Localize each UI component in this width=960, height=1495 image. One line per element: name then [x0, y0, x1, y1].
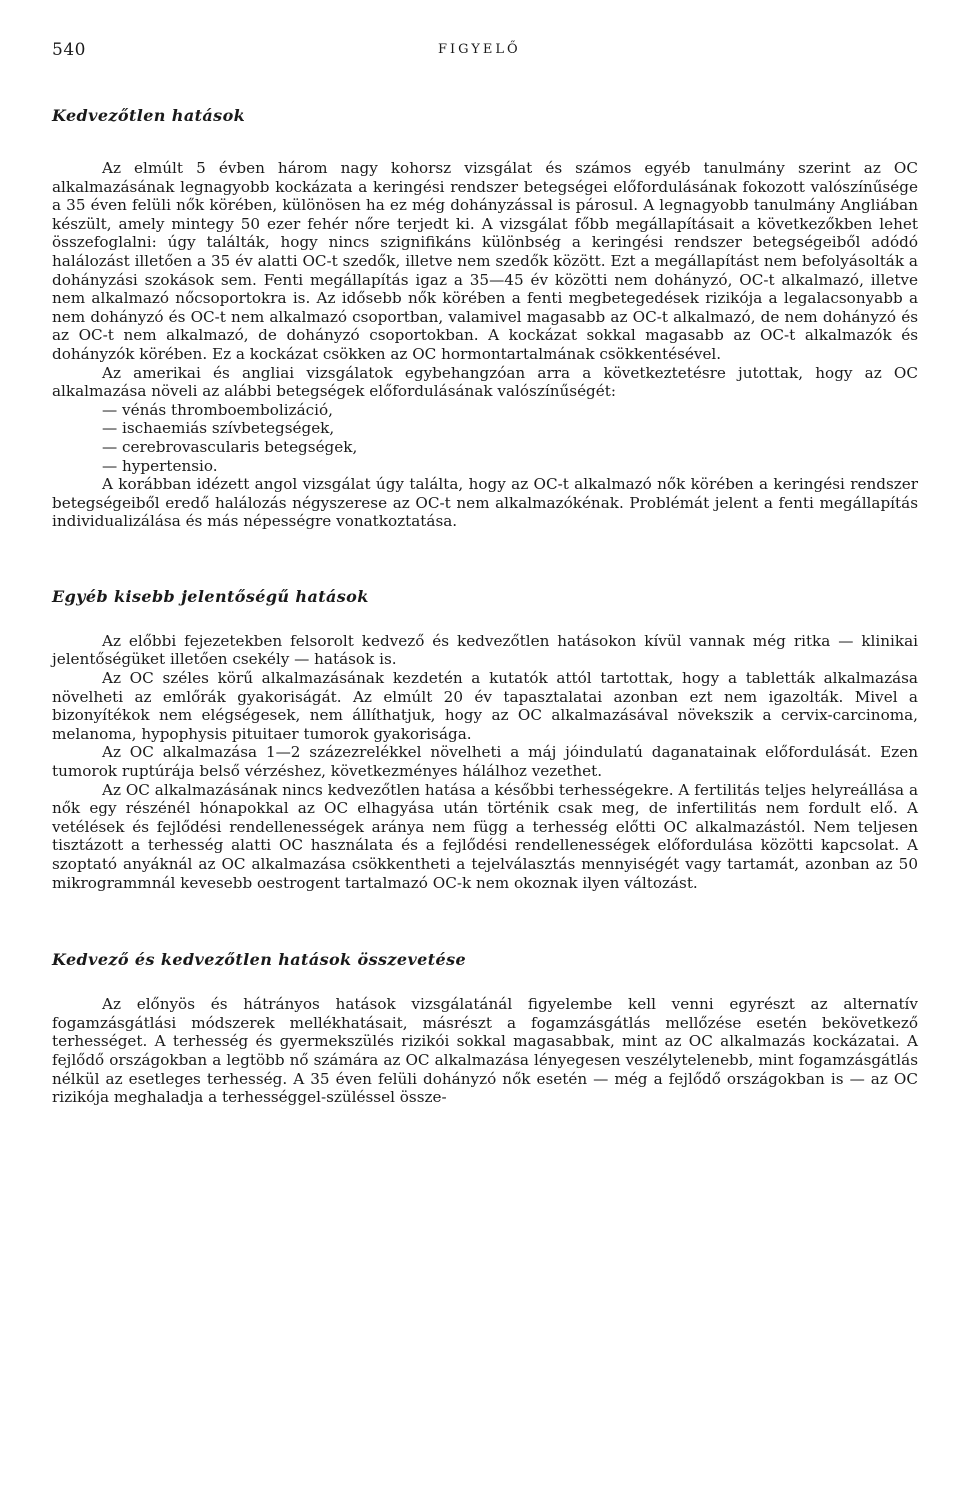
list-item: — ischaemiás szívbetegségek, — [102, 419, 335, 438]
section-title-osszevetes: Kedvező és kedvezőtlen hatások összevetése — [52, 950, 467, 970]
list-item: — vénás thromboembolizáció, — [102, 400, 333, 419]
paragraph: Az OC alkalmazása 1—2 százezrelékkel növelheti a máj jóindulatú daganatainak előfordulását. Ezen tumorok ruptúrája belső vérzéshez, következményes hálálhoz vezethet. — [52, 743, 918, 781]
paragraph: Az elmúlt 5 évben három nagy kohorsz vizsgálat és számos egyéb tanulmány szerint az OC alkalmazásának legnagyobb kockázata a keringési rendszer betegségei előfordulásának fokozott valószínűsége a 35 éven felüli nők körében, különösen ha ez még dohányzással is párosul. A legnagyobb tanulmány Angliában készült, amely mintegy 50 ezer fehér nőre terjedt ki. A vizsgálat főbb megállapításait a következőkben lehet összefoglalni: úgy találták, hogy nincs szignifikáns különbség a keringési rendszer betegségeiből adódó halálozást illetően a 35 év alatti OC-t szedők, illetve nem szedők között. Ezt a megállapítást nem befolyásolták a dohányzási szokások sem. Fenti megállapítás igaz a 35—45 év közötti nem dohányzó, OC-t alkalmazó, illetve nem alkalmazó nőcsoportokra is. Az idősebb nők körében a fenti megbetegedések rizikója a legalacsonyabb a nem dohányzó és OC-t nem alkalmazó csoportban, valamivel magasabb az OC-t alkalmazó, de nem dohányzó és az OC-t nem alkalmazó, de dohányzó csoportokban. A kockázat sokkal magasabb az OC-t alkalmazók és dohányzók körében. Ez a kockázat csökken az OC hormontartalmának csökkentésével. — [52, 159, 918, 363]
list-item: — cerebrovascularis betegségek, — [102, 437, 358, 456]
section-body — [52, 159, 918, 531]
list-item: — hypertensio. — [102, 456, 218, 475]
section-body — [52, 995, 918, 1107]
page-number: 540 — [52, 40, 86, 60]
page — [52, 40, 918, 1107]
journal-title: FIGYELŐ — [438, 42, 521, 57]
disease-list — [52, 401, 918, 475]
paragraph: Az OC alkalmazásának nincs kedvezőtlen hatása a későbbi terhességekre. A fertilitás teljes helyreállása a nők egy részénél hónapokkal az OC elhagyása után történik csak meg, de infertilitás nem fordult elő. A vetélések és fejlődési rendellenességek aránya nem függ a terhesség előtti OC alkalmazástól. Nem teljesen tisztázott a terhesség alatti OC használata és a fejlődési rendellenességek előfordulása közötti kapcsolat. A szoptató anyáknál az OC alkalmazása csökkentheti a tejelválasztás mennyiségét vagy tartamát, azonban az 50 mikrogrammnál kevesebb oestrogent tartalmazó OC-k nem okoznak ilyen változást. — [52, 780, 918, 892]
paragraph: Az amerikai és angliai vizsgálatok egybehangzóan arra a következtetésre jutottak, hogy az OC alkalmazása növeli az alábbi betegségek előfordulásának valószínűségét: — [52, 363, 918, 401]
section-body — [52, 632, 918, 892]
paragraph: Az OC széles körű alkalmazásának kezdetén a kutatók attól tartottak, hogy a tabletták alkalmazása növelheti az emlőrák gyakoriságát. Az elmúlt 20 év tapasztalatai azonban ezt nem igazolták. Mivel a bizonyítékok nem elégségesek, nem állíthatjuk, hogy az OC alkalmazásával növekszik a cervix-carcinoma, melanoma, hypophysis pituitaer tumorok gyakorisága. — [52, 669, 918, 743]
paragraph: Az előnyös és hátrányos hatások vizsgálatánál figyelembe kell venni egyrészt az alternatív fogamzásgátlási módszerek mellékhatásait, másrészt a fogamzásgátlás mellőzése esetén bekövetkező terhességet. A terhesség és gyermekszülés rizikói sokkal magasabbak, mint az OC alkalmazás kockázatai. A fejlődő országokban a legtöbb nő számára az OC alkalmazása lényegesen veszélytelenebb, mint fogamzásgátlás nélkül az esetleges terhesség. A 35 éven felüli dohányzó nők esetén — még a fejlődő országokban is — az OC rizikója meghaladja a terhességgel-szüléssel össze- — [52, 995, 918, 1107]
paragraph: Az előbbi fejezetekben felsorolt kedvező és kedvezőtlen hatásokon kívül vannak még ritka — klinikai jelentőségüket illetően csekély — hatások is. — [52, 631, 918, 669]
section-title-egyeb-hatasok: Egyéb kisebb jelentőségű hatások — [52, 586, 369, 606]
section-title-kedvezotlen-hatasok: Kedvezőtlen hatások — [52, 106, 246, 125]
running-head — [52, 40, 918, 76]
paragraph: A korábban idézett angol vizsgálat úgy találta, hogy az OC-t alkalmazó nők körében a keringési rendszer betegségeiből eredő halálozás négyszerese az OC-t nem alkalmazókénak. Problémát jelent a fenti megállapítás individualizálása és más népességre vonatkoztatása. — [52, 475, 918, 531]
